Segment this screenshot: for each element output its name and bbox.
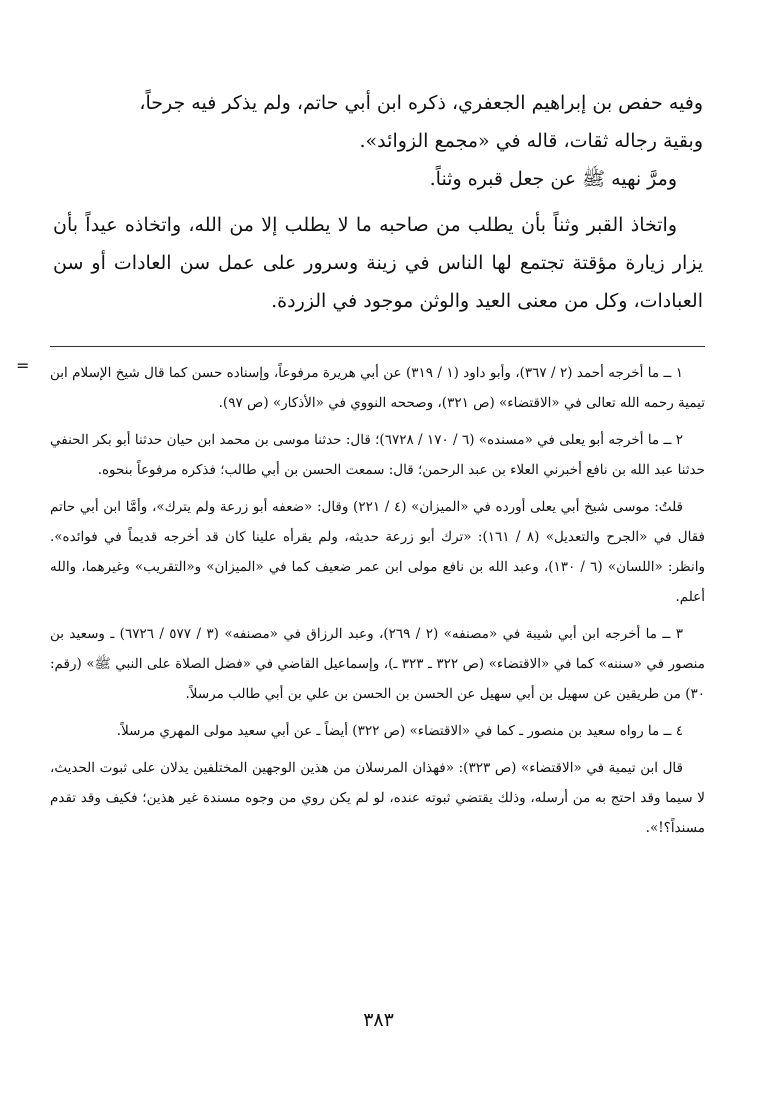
footnote-divider xyxy=(50,346,705,347)
main-paragraph-2: ومرَّ نهيه ﷺ عن جعل قبره وثناً. xyxy=(429,168,677,190)
footnote-2-note: قلتُ: موسى شيخ أبي يعلى أورده في «الميزان» (٤ / ٢٢١) وقال: «ضعفه أبو زرعة ولم يترك»، وأمَّا ابن أبي حاتم فقال في «الجرح والتعديل» (٨ / ١٦١): «ترك أبو زرعة حديثه، ولم يقرأه علينا كان قد أخرجه قديماً في فوائده». وانظر: «اللسان» (٦ / ١٣٠)، وعبد الله بن نافع مولى ابن عمر ضعيف كما في «الميزان» و«التقريب» وغيرهما، والله أعلم. xyxy=(50,499,705,605)
footnote-1: ١ ــ ما أخرجه أحمد (٢ / ٣٦٧)، وأبو داود (١ / ٣١٩) عن أبي هريرة مرفوعاً، وإسناده حسن كما قال شيخ الإسلام ابن تيمية رحمه الله تعالى في «الاقتضاء» (ص ٣٢١)، وصححه النووي في «الأذكار» (ص ٩٧). xyxy=(50,365,705,411)
continuation-mark: = xyxy=(16,356,30,375)
footnote-4-note: قال ابن تيمية في «الاقتضاء» (ص ٣٢٣): «فهذان المرسلان من هذين الوجهين المختلفين يدلان على ثبوت الحديث، لا سيما وقد احتج به من أرسله، وذلك يقتضي ثبوته عنده، لو لم يكن روي من وجوه مسندة غير هذين؛ فكيف وقد تقدم مسنداً؟!». xyxy=(50,760,705,836)
main-text xyxy=(53,84,703,320)
footnotes xyxy=(50,358,705,850)
main-paragraph-3: واتخاذ القبر وثناً بأن يطلب من صاحبه ما لا يطلب إلا من الله، واتخاذه عيداً بأن يزار زيارة مؤقتة تجتمع لها الناس في زينة وسرور على عمل سن العادات أو سن العبادات، وكل من معنى العيد والوثن موجود في الزردة. xyxy=(53,214,703,312)
main-paragraph-1-line-2: وبقية رجاله ثقات، قاله في «مجمع الزوائد». xyxy=(359,130,703,152)
footnote-3: ٣ ــ ما أخرجه ابن أبي شيبة في «مصنفه» (٢ / ٢٦٩)، وعبد الرزاق في «مصنفه» (٣ / ٥٧٧ / ٦٧٢٦) ـ وسعيد بن منصور في «سننه» كما في «الاقتضاء» (ص ٣٢٢ ـ ٣٢٣ ـ)، وإسماعيل القاضي في «فضل الصلاة على النبي ﷺ» (رقم: ٣٠) من طريقين عن سهيل بن أبي سهيل عن الحسن بن الحسن بن علي بن أبي طالب مرسلاً. xyxy=(50,626,705,702)
footnote-2: ٢ ــ ما أخرجه أبو يعلى في «مسنده» (٦ / ١٧٠ / ٦٧٢٨)؛ قال: حدثنا موسى بن محمد ابن حيان حدثنا أبو بكر الحنفي حدثنا عبد الله بن نافع أخبرني العلاء بن عبد الرحمن؛ قال: سمعت الحسن بن أبي طالب؛ فذكره مرفوعاً بنحوه. xyxy=(50,432,705,478)
footnote-4: ٤ ــ ما رواه سعيد بن منصور ـ كما في «الاقتضاء» (ص ٣٢٢) أيضاً ـ عن أبي سعيد مولى المهري مرسلاً. xyxy=(116,723,683,739)
page-number: ٣٨٣ xyxy=(363,1009,394,1031)
main-paragraph-1-line-1: وفيه حفص بن إبراهيم الجعفري، ذكره ابن أبي حاتم، ولم يذكر فيه جرحاً، xyxy=(139,92,703,114)
